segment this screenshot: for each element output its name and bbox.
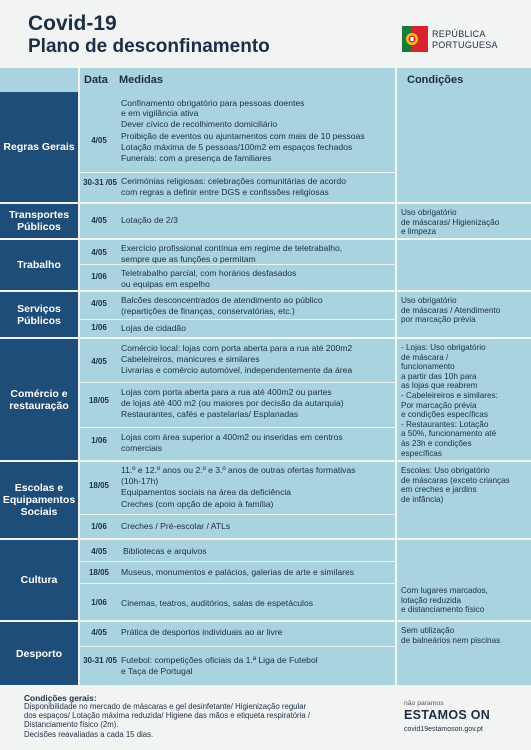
condition-line: de infância): [401, 494, 444, 504]
measure-item: e Taça de Portugal: [121, 666, 193, 677]
measure-item: Creches (com opção de apoio à família): [121, 498, 274, 509]
condition-line: - Lojas: Uso obrigatório: [401, 343, 486, 352]
conditions-servicos: [397, 292, 531, 337]
header: [0, 0, 531, 68]
measure-item: Restaurantes, cafés e pastelarias/ Esplanadas: [121, 409, 299, 420]
condition-line: a 50%, funcionamento até: [401, 429, 497, 439]
logo-text-line1: REPÚBLICA: [432, 29, 486, 39]
category-trabalho: Trabalho: [0, 240, 78, 290]
measure-item: Creches / Pré-escolar / ATLs: [121, 521, 231, 531]
condition-line: Com lugares marcados,: [401, 586, 488, 595]
condition-line: em creches e jardins: [401, 485, 477, 495]
row-divider: [80, 514, 395, 515]
group-servicos: [80, 292, 395, 337]
measure-item: Livrarias e comércio automóvel, independentemente da área: [121, 365, 353, 376]
category-desporto: Desporto: [0, 622, 78, 685]
measures-list: [121, 598, 393, 609]
group-trabalho: [80, 240, 395, 290]
measure-item: Equipamentos sociais na área da deficiência: [121, 487, 292, 498]
footer-website-link[interactable]: covid19estamoson.gov.pt: [404, 726, 483, 733]
measure-item: Museus, monumentos e palácios, galerias de arte e similares: [121, 567, 355, 577]
condition-line: de máscara /: [401, 352, 449, 362]
conditions-regras: [397, 92, 531, 202]
measure-item: Lojas com área superior a 400m2 ou inseridas em centros: [121, 432, 343, 442]
measure-item: Bibliotecas e arquivos: [123, 546, 207, 556]
condition-line: às 23h e condições: [401, 438, 472, 448]
measure-item: Balcões desconcentrados de atendimento ao público: [121, 295, 323, 305]
measure-item: Exercício profissional contínua em regime de teletrabalho,: [121, 243, 343, 253]
measure-item: Cinemas, teatros, auditórios, salas de espetáculos: [121, 598, 314, 608]
row-date: 4/05: [91, 357, 107, 366]
row-date: 1/06: [91, 522, 107, 531]
row-date: 1/06: [91, 272, 107, 281]
measures-list: [121, 387, 393, 421]
measure-item: Teletrabalho parcial, com horários desfasados: [121, 268, 297, 278]
column-header-conditions: Condições: [407, 74, 464, 86]
conditions-desporto: [397, 622, 531, 685]
measures-list: [121, 98, 393, 164]
estamos-on-logo: ESTAMOS ON: [404, 708, 491, 722]
condition-line: Por marcação prévia: [401, 400, 477, 410]
condition-line: e condições específicas: [401, 410, 488, 420]
row-date: 18/05: [88, 481, 110, 490]
category-servicos: Serviços Públicos: [0, 292, 78, 337]
republica-portuguesa-logo: [402, 26, 428, 52]
group-cultura: [80, 540, 395, 620]
measure-item: Lotação de 2/3: [121, 215, 178, 225]
condition-line: de balneários nem piscinas: [401, 635, 501, 645]
column-header-date: Data: [84, 74, 108, 86]
measure-item: Futebol: competições oficiais da 1.ª Liga de Futebol: [121, 655, 318, 665]
measure-item: Lojas com porta aberta para a rua até 400m2 ou partes: [121, 387, 332, 397]
footer-line: Distanciamento físico (2m).: [24, 720, 119, 730]
logo-text: [432, 29, 498, 51]
measures-list: [121, 465, 393, 510]
row-date-text: 30-31 /05: [83, 178, 117, 187]
condition-line: e distanciamento físico: [401, 605, 485, 615]
conditions-transportes: [397, 204, 531, 238]
measures-list: [121, 295, 393, 317]
category-comercio: Comércio e restauração: [0, 339, 78, 460]
condition-line: - Restaurantes: Lotação: [401, 419, 489, 429]
measure-item: Lojas de cidadão: [121, 323, 186, 333]
measures-list: [121, 215, 393, 226]
measure-item: Dever cívico de recolhimento domiciliário: [121, 119, 278, 130]
row-divider: [80, 264, 395, 265]
row-divider: [80, 583, 395, 584]
measure-item: com regras a definir entre DGS e confissões religiosas: [121, 187, 329, 198]
page-title: Covid-19: [28, 12, 117, 35]
measure-item: 11.º e 12.º anos ou 2.º e 3.º anos de outras ofertas formativas: [121, 465, 356, 475]
measure-item: de lojas até 400 m2 (ou maiores por decisão da autarquia): [121, 398, 344, 409]
group-desporto: [80, 622, 395, 685]
condition-line: lotação reduzida: [401, 595, 462, 605]
measure-item: comerciais: [121, 443, 163, 454]
measure-item: Proibição de eventos ou ajuntamentos com mais de 10 pessoas: [121, 130, 365, 141]
column-header-cond: [397, 68, 531, 92]
group-escolas: [80, 462, 395, 538]
page-subtitle: Plano de desconfinamento: [28, 36, 270, 57]
measure-item: Funerais: com a presença de familiares: [121, 153, 272, 164]
measures-list: [121, 432, 393, 454]
measure-item: e em vigilância ativa: [121, 108, 199, 119]
condition-line: de máscaras/ Higienização: [401, 217, 500, 227]
measure-item: Lotação máxima de 5 pessoas/100m2 em espaços fechados: [121, 141, 353, 152]
measures-list: [121, 323, 393, 334]
measure-item: Cerimónias religiosas: celebrações comunitárias de acordo: [121, 176, 346, 186]
row-date: 30-31 /05: [83, 656, 117, 665]
column-header-main: [80, 68, 395, 92]
condition-line: - Cabeleireiros e similares:: [401, 390, 498, 400]
measures-list: [121, 243, 393, 265]
measure-item: (repartições de finanças, conservatórias, etc.): [121, 306, 295, 317]
measure-item: sempre que as funções o permitam: [121, 254, 256, 265]
category-escolas: Escolas e Equipamentos Sociais: [0, 462, 78, 538]
row-divider: [80, 172, 395, 173]
row-date: 18/05: [88, 396, 110, 405]
row-date: 4/05: [91, 547, 107, 556]
footer-text: [24, 702, 369, 739]
group-transportes: [80, 204, 395, 238]
condition-line: funcionamento: [401, 362, 455, 372]
measures-list: [123, 546, 395, 557]
measure-item: Cabeleireiros, manicures e similares: [121, 354, 260, 365]
conditions-escolas: [397, 462, 531, 538]
condition-line: e limpeza: [401, 227, 437, 237]
condition-line: as lojas que reabrem: [401, 381, 478, 391]
column-header-measures: Medidas: [119, 74, 164, 86]
measures-list: [121, 567, 393, 578]
measure-item: Comércio local: lojas com porta aberta para a rua até 200m2: [121, 343, 353, 353]
condition-line: a partir das 10h para: [401, 371, 477, 381]
measure-item: Prática de desportos individuais ao ar livre: [121, 627, 283, 637]
category-regras-gerais: Regras Gerais: [0, 92, 78, 202]
measures-list: [121, 655, 393, 677]
row-divider: [80, 561, 395, 562]
footer-tagline: não paramos: [404, 700, 444, 707]
measure-item: Confinamento obrigatório para pessoas doentes: [121, 98, 305, 108]
row-date: [80, 178, 120, 188]
footer-line: dos espaços/ Lotação máxima reduzida/ Higiene das mãos e etiqueta respiratória /: [24, 711, 311, 721]
footer-line: Decisões reavaliadas a cada 15 dias.: [24, 729, 154, 739]
column-header-blank: [0, 68, 78, 92]
row-date: 4/05: [91, 628, 107, 637]
row-divider: [80, 319, 395, 320]
conditions-trabalho: [397, 240, 531, 290]
condition-line: Escolas: Uso obrigatório: [401, 466, 490, 475]
measures-list: [121, 521, 393, 532]
condition-line: por marcação prévia: [401, 315, 476, 325]
row-divider: [80, 646, 395, 647]
row-date: 1/06: [91, 436, 107, 445]
condition-line: Uso obrigatório: [401, 296, 457, 305]
measures-list: [121, 268, 393, 290]
row-date: 4/05: [91, 216, 107, 225]
group-comercio: [80, 339, 395, 460]
conditions-comercio: [397, 339, 531, 460]
row-divider: [80, 427, 395, 428]
measure-item: (10h-17h): [121, 476, 159, 487]
category-transportes: Transportes Públicos: [0, 204, 78, 238]
measures-list: [121, 176, 393, 198]
condition-line: Sem utilização: [401, 626, 455, 635]
measures-list: [121, 627, 393, 638]
footer-heading: Condições gerais:: [24, 693, 97, 703]
row-divider: [80, 382, 395, 383]
measures-list: [121, 343, 393, 377]
row-date: 1/06: [91, 323, 107, 332]
condition-line: específicas: [401, 448, 442, 458]
logo-text-line2: PORTUGUESA: [432, 40, 498, 50]
footer-line: Disponibilidade no mercado de máscaras e gel desinfetante/ Higienização regular: [24, 702, 307, 711]
conditions-cultura: [397, 540, 531, 620]
row-date: 4/05: [91, 299, 107, 308]
row-date: 18/05: [88, 568, 110, 577]
group-regras: [80, 92, 395, 202]
row-date: 4/05: [91, 248, 107, 257]
row-date: 4/05: [91, 136, 107, 145]
condition-line: de máscaras / Atendimento: [401, 305, 501, 315]
condition-line: Uso obrigatório: [401, 208, 457, 217]
row-date: 1/06: [91, 598, 107, 607]
measure-item: ou equipas em espelho: [121, 279, 210, 290]
category-cultura: Cultura: [0, 540, 78, 620]
condition-line: de máscaras (exceto crianças: [401, 475, 510, 485]
